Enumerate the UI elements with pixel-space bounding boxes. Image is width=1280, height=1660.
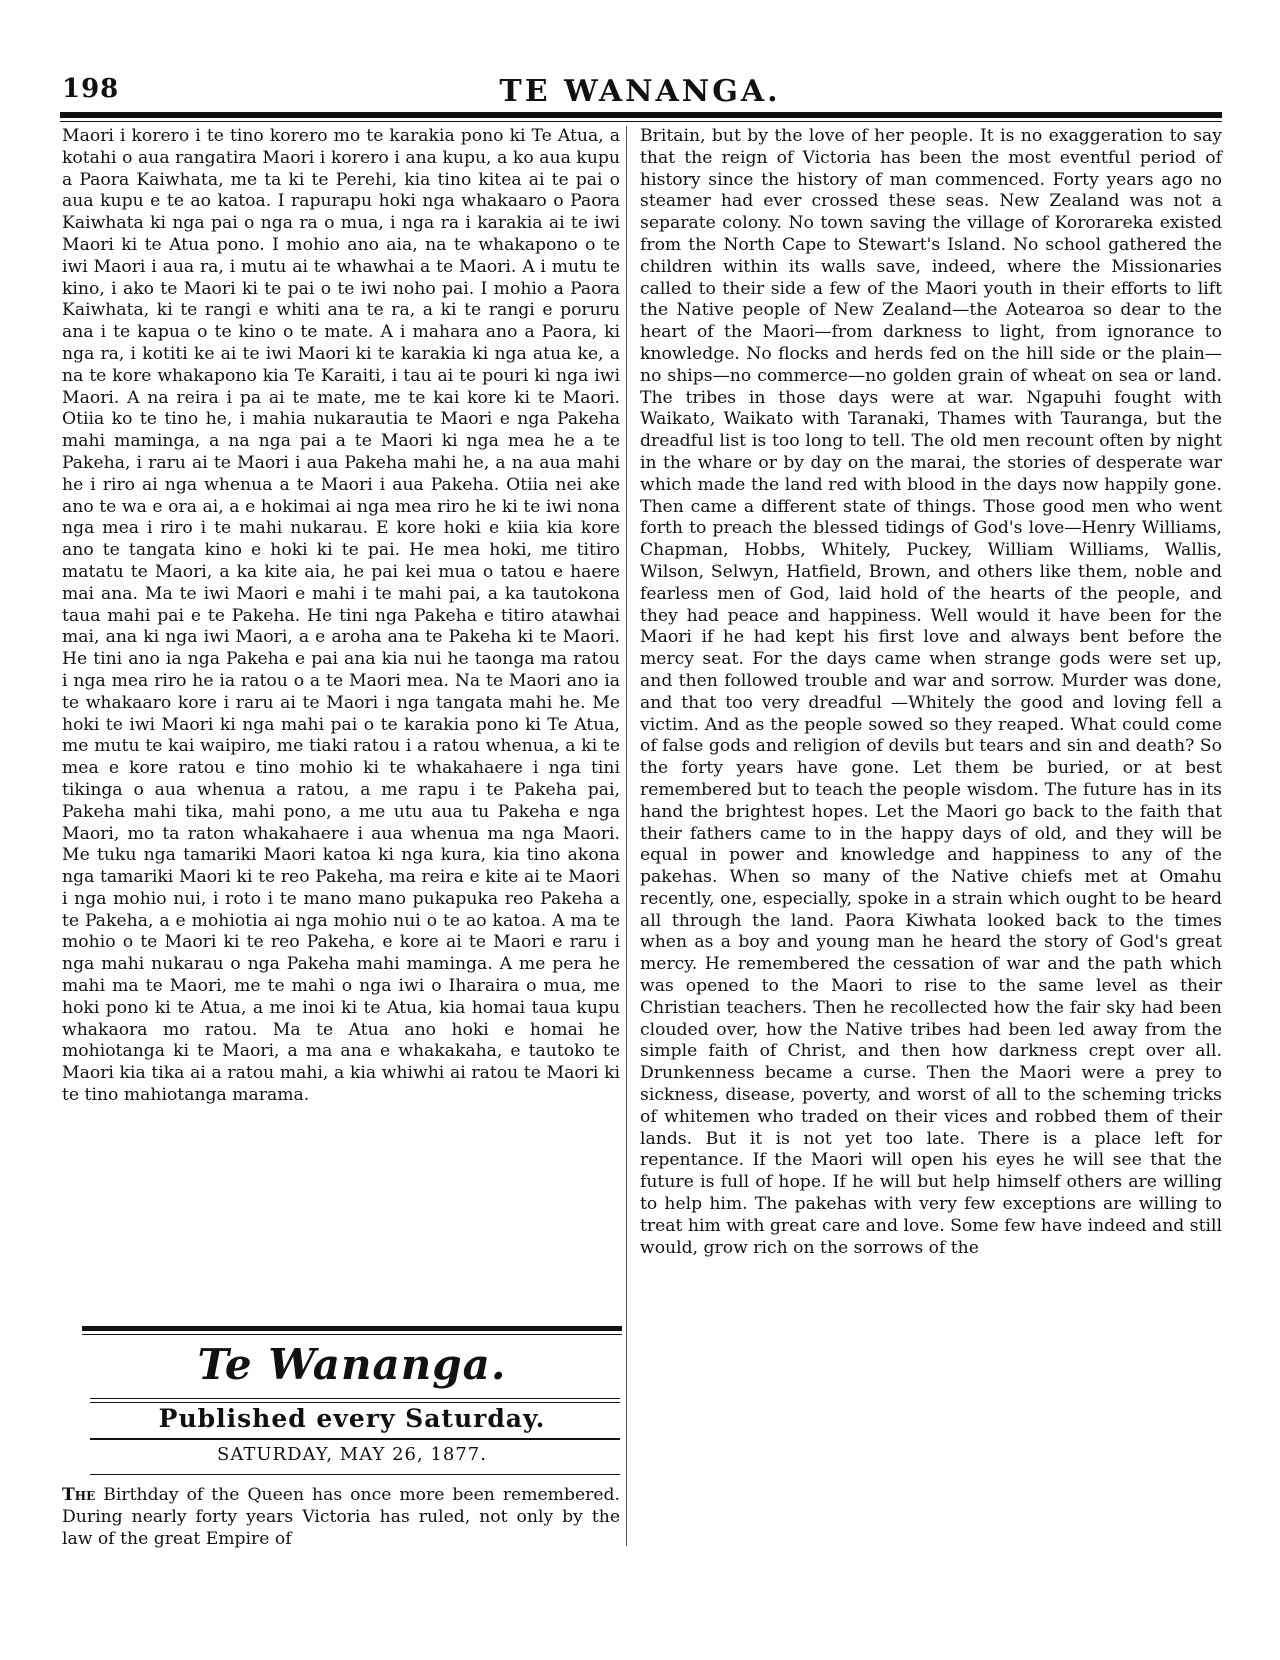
published-rule (90, 1438, 620, 1440)
editorial-lead-word: The (62, 1485, 96, 1505)
title-rule (90, 1398, 620, 1399)
title-rule-2 (90, 1402, 620, 1403)
published-line: Published every Saturday. (158, 1404, 546, 1433)
masthead-title: TE WANANGA. (499, 74, 781, 109)
column-divider (626, 126, 627, 1546)
date-rule (90, 1474, 620, 1475)
editorial-start (62, 1484, 620, 1550)
section-rule-thin (82, 1334, 622, 1335)
left-column-text: Maori i korero i te tino korero mo te karakia pono ki Te Atua, a kotahi o aua rangatira Maori i korero i ana kupu, a ko aua kupu a Paora Kaiwhata, me ta ki te Perehi, kia tino kitea ai te pai o aua kupu e te ao katoa. I rapurapu hoki nga whakaaro o Paora Kaiwhata ki nga pai o nga ra o mua, i nga ra i karakia ai te iwi Maori ki te Atua pono. I mohio ano aia, na te whakapono o te iwi Maori i aua ra, i mutu ai te whawhai a te Maori. A i mutu te kino, i ako te Maori ki te pai o te iwi noho pai. I mohio a Paora Kaiwhata, ki te rangi e whiti ana te ra, a ki te rangi e poruru ana i te kapua o te kino o te mate. A i mahara ano a Paora, ki nga ra, i kotiti ke ai te iwi Maori ki te karakia ki nga atua ke, a na te kore whakapono kia Te Karaiti, i tau ai te pouri ki nga iwi Maori. A na reira i pa ai te mate, me te kai kore ki te Maori. Otiia ko te tino he, i mahia nukarautia te Maori e nga Pakeha mahi maminga, a na nga pai a te Maori ki nga mea he a te Pakeha, i raru ai te Maori i aua Pakeha mahi he, a na aua mahi he i riro ai nga whenua a te Maori i aua Pakeha. Otiia nei ake ano te wa e ora ai, a e hokimai ai nga mea riro he ki te iwi nona nga mea i riro i te mahi nukarau. E kore hoki e kiia kia kore ano te tangata kino e hoki ki te pai. He mea hoki, me titiro matatu te Maori, a ka kite aia, he pai kei mua o tatou e haere mai ana. Ma te iwi Maori e mahi i te mahi pai, a ka tautokona taua mahi pai e te Pakeha. He tini nga Pakeha e titiro atawhai mai, ana ki nga iwi Maori, a e aroha ana te Pakeha ki te Maori. He tini ano ia nga Pakeha e pai ana kia nui he taonga ma ratou i nga mea riro he ia ratou o a te Maori mea. Na te Maori ano ia te whakaaro kore i raru ai te Maori i nga tangata mahi he. Me hoki te iwi Maori ki nga mahi pai o te karakia pono ki Te Atua, me mutu te kai waipiro, me tiaki ratou i a ratou whenua, a ki te mea e kore ratou e tino mohio ki te whakahaere i nga tini tikinga o aua whenua a ratou, a me rapu i te Pakeha pai, Pakeha mahi tika, mahi pono, a me utu aua tu Pakeha e nga Maori, mo ta raton whakahaere i aua whenua ma nga Maori. Me tuku nga tamariki Maori katoa ki nga kura, kia tino akona nga tamariki Maori ki te reo Pakeha, ma reira e kite ai te Maori i nga mohio nui, i roto i te mano mano pukapuka reo Pakeha a te Pakeha, a e mohiotia ai nga mohio nui o te ao katoa. A ma te mohio o te Maori ki te reo Pakeha, e kore ai te Maori e raru i nga mahi nukarau o nga Pakeha mahi maminga. A me pera he mahi ma te Maori, me te mahi o nga iwi o Iharaira o mua, me hoki pono ki te Atua, a me inoi ki te Atua, kia homai taua kupu whakaora mo ratou. Ma te Atua ano hoki e homai he mohiotanga ki te Maori, a ma ana e whakakaha, e tautoko te Maori kia tika ai a ratou mahi, a kia whiwhi ai ratou te Maori ki te tino mahiotanga marama. (62, 126, 620, 1106)
right-column-text: Britain, but by the love of her people. It is no exaggeration to say that the reign of Victoria has been the most eventful period of history since the history of man commenced. Forty years ago no steamer had ever crossed these seas. New Zealand was not a separate colony. No town saving the village of Kororareka existed from the North Cape to Stewart's Island. No school gathered the children within its walls save, indeed, where the Missionaries called to their side a few of the Maori youth in their efforts to lift the Native people of New Zealand—the Aotearoa so dear to the heart of the Maori—from darkness to light, from ignorance to knowledge. No flocks and herds fed on the hill side or the plain—no ships—no commerce—no golden grain of wheat on sea or land. The tribes in those days were at war. Ngapuhi fought with Waikato, Waikato with Taranaki, Thames with Tauranga, but the dreadful list is too long to tell. The old men recount often by night in the whare or by day on the marai, the stories of desperate war which made the land red with blood in the days now happily gone. Then came a different state of things. Those good men who went forth to preach the blessed tidings of God's love—Henry Williams, Chapman, Hobbs, Whitely, Puckey, William Williams, Wallis, Wilson, Selwyn, Hatfield, Brown, and others like them, noble and fearless men of God, laid hold of the hearts of the people, and they had peace and happiness. Well would it have been for the Maori if he had kept his first love and always bent before the mercy seat. For the days came when strange gods were set up, and then followed trouble and war and sorrow. Murder was done, and that too very dreadful —Whitely the good and loving fell a victim. And as the people sowed so they reaped. What could come of false gods and religion of devils but tears and sin and death? So the forty years have gone. Let them be buried, or at best remembered but to teach the people wisdom. The future has in its hand the brightest hopes. Let the Maori go back to the faith that their fathers came to in the happy days of old, and they will be equal in power and knowledge and happiness to any of the pakehas. When so many of the Native chiefs met at Omahu recently, one, especially, spoke in a strain which ought to be heard all through the land. Paora Kiwhata looked back to the times when as a boy and young man he heard the story of God's great mercy. He remembered the cessation of war and the path which was opened to the Maori to rise to the same level as their Christian teachers. Then he recollected how the fair sky had been clouded over, how the Native tribes had been led away from the simple faith of Christ, and then how darkness crept over all. Drunkenness became a curse. Then the Maori were a prey to sickness, disease, poverty, and worst of all to the scheming tricks of whitemen who traded on their vices and robbed them of their lands. But it is not yet too late. There is a place left for repentance. If the Maori will open his eyes he will see that the future is full of hope. If he will but help himself others are willing to help him. The pakehas with very few exceptions are willing to treat him with great care and love. Some few have indeed and still would, grow rich on the sorrows of the (640, 126, 1222, 1258)
issue-date: SATURDAY, MAY 26, 1877. (217, 1444, 487, 1465)
page-number: 198 (62, 74, 120, 104)
paper-title: Te Wananga. (197, 1340, 507, 1389)
header-rule-thin (60, 121, 1222, 122)
section-rule (82, 1326, 622, 1331)
header-rule (60, 112, 1222, 118)
editorial-text: Birthday of the Queen has once more been remembered. During nearly forty years Victoria has ruled, not only by the law of the great Empire of (62, 1485, 621, 1549)
